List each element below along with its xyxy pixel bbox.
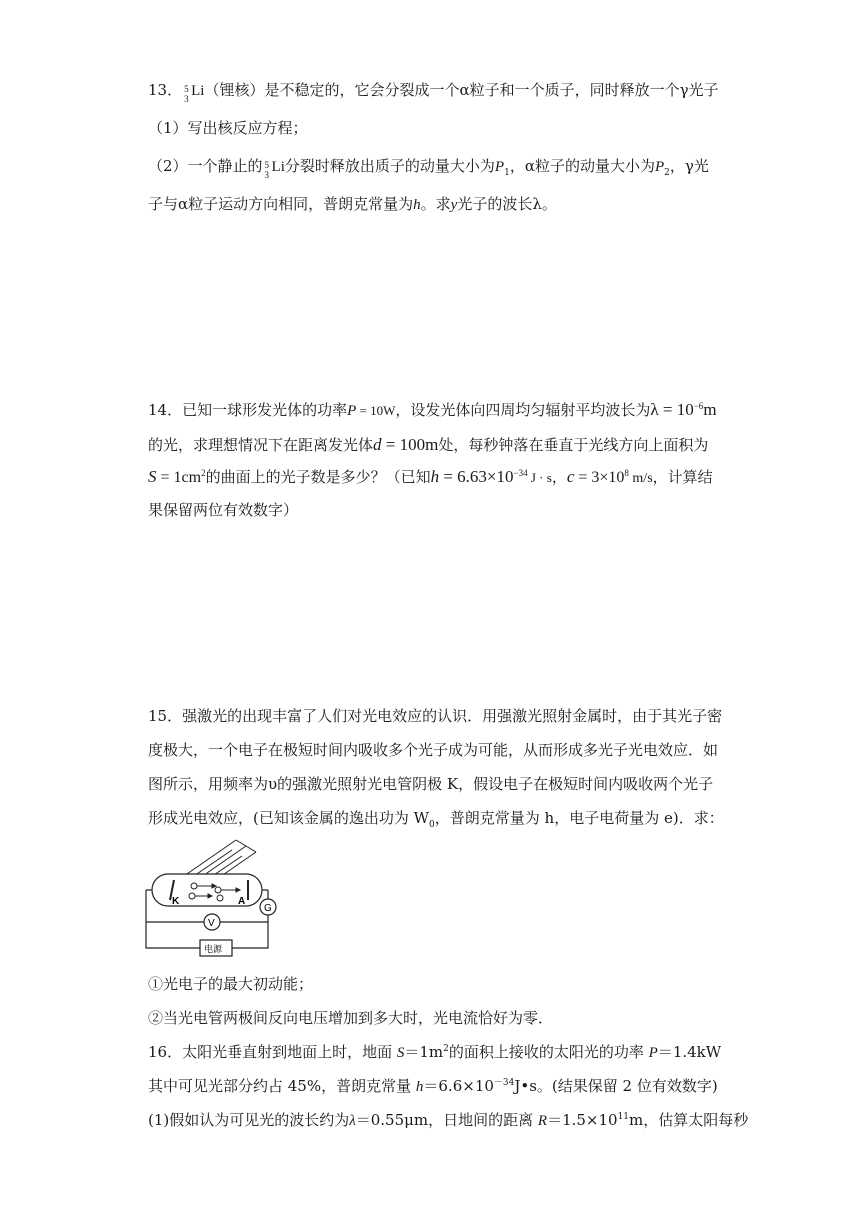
q14-text-c: 的光，求理想情况下在距离发光体: [148, 436, 374, 454]
q16-text-f: ＝6.6×10: [423, 1077, 494, 1095]
q14-text-d: 处，每秒钟落在垂直于光线方向上面积为: [438, 436, 709, 454]
c-symbol: c: [566, 467, 575, 486]
q16-text-b: ＝1m: [404, 1043, 444, 1061]
q16-text-c: 的面积上接收的太阳光的功率: [448, 1043, 649, 1061]
h-value: = 6.63×10: [439, 467, 514, 486]
q13-number: 13．: [148, 81, 183, 99]
p1-subscript: 1: [504, 168, 510, 178]
p1-symbol: P: [494, 159, 505, 175]
q16-text-g: J•s。(结果保留 2 位有效数字): [514, 1077, 718, 1095]
p2-subscript: 2: [664, 168, 670, 178]
c-exponent: 8: [624, 468, 629, 478]
q16-text-j: ＝1.5×10: [547, 1111, 618, 1129]
s-exponent: 2: [201, 468, 206, 478]
p2-symbol: P: [654, 159, 665, 175]
q16-text-e: 其中可见光部分约占 45%，普朗克常量: [148, 1077, 416, 1095]
c-value: = 3×10: [574, 469, 625, 486]
nuclide-symbol: Li: [191, 83, 205, 99]
h-unit: J · s: [527, 470, 552, 485]
q15-ask-2: ②当光电管两极间反向电压增加到多大时，光电流恰好为零．: [148, 1009, 554, 1027]
power-supply-label: 电源: [204, 944, 223, 954]
r-symbol: R: [537, 1113, 548, 1129]
p-value: = 10W: [356, 403, 396, 418]
q13-line4-text-b: 。求: [420, 195, 451, 213]
y-symbol: y: [450, 197, 458, 213]
photocell-circuit-figure: [144, 836, 278, 960]
cathode-label: K: [172, 896, 180, 907]
q14-text-e: 的曲面上的光子数是多少？（已知: [205, 468, 431, 486]
lambda-exponent: −6: [693, 401, 704, 411]
q15-line-2: 度极大，一个电子在极短时间内吸收多个光子成为可能，从而形成多光子光电效应．如: [148, 741, 719, 759]
q16-line-1: [148, 1042, 721, 1063]
q16-text-a: 16．太阳光垂直射到地面上时，地面: [148, 1043, 397, 1061]
w0-subscript: 0: [429, 820, 435, 830]
q16-text-d: ＝1.4kW: [657, 1043, 722, 1061]
nuclide-mass-number: 5: [264, 160, 270, 170]
q16-text-k: m，估算太阳每秒: [629, 1111, 749, 1129]
q14-line-1: [148, 400, 717, 421]
nuclide-atomic-number: 3: [264, 170, 270, 180]
s-symbol: S: [396, 1045, 405, 1061]
photocell-tube: [152, 874, 262, 906]
q13-line-1: [148, 80, 719, 104]
voltmeter-label: V: [208, 918, 215, 929]
lambda-unit: m: [703, 400, 717, 419]
q13-part-2: [148, 156, 709, 180]
q13-part2-text-d: ，γ光: [669, 157, 709, 175]
c-unit: m/s: [628, 471, 653, 486]
q16-text-i: ＝0.55μm，日地间的距离: [355, 1111, 538, 1129]
q16-text-h: (1)假如认为可见光的波长约为: [148, 1111, 350, 1129]
q13-line4-text-c: 光子的波长λ。: [457, 195, 557, 213]
q14-text-b: ，设发光体向四周均匀辐射平均波长为: [395, 401, 651, 419]
p-symbol: P: [648, 1045, 658, 1061]
p-symbol: P: [347, 403, 357, 419]
q13-nuclide-prescripts: [182, 80, 191, 104]
q15-line-4: [148, 808, 724, 828]
s-value: = 1cm: [156, 469, 202, 486]
q15-text-a: 形成光电效应，(已知该金属的逸出功为 W: [148, 809, 430, 827]
galvanometer-label: G: [264, 903, 272, 914]
q15-line-3: 图所示，用频率为υ的强激光照射光电管阴极 K，假设电子在极短时间内吸收两个光子: [148, 775, 714, 793]
q13-part-1: （1）写出核反应方程；: [148, 119, 308, 137]
q13-line4-text-a: 子与α粒子运动方向相同，普朗克常量为: [148, 195, 414, 213]
nuclide-symbol: Li: [271, 159, 285, 175]
q14-line-2: [148, 435, 708, 455]
anode-label: A: [238, 896, 246, 907]
h-exponent: −34: [513, 468, 528, 478]
q13-stem: （锂核）是不稳定的，它会分裂成一个α粒子和一个质子，同时释放一个γ光子: [204, 81, 719, 99]
q14-text-a: 14．已知一球形发光体的功率: [148, 401, 348, 419]
q14-comma: ，: [551, 468, 567, 486]
d-value: = 100m: [381, 435, 439, 454]
s-symbol: S: [148, 467, 157, 486]
q13-part2-text-a: （2）一个静止的: [148, 157, 263, 175]
q16-line-2: [148, 1076, 718, 1097]
h-symbol: h: [430, 467, 440, 486]
h-symbol: h: [415, 1079, 424, 1095]
q15-ask-1: ①光电子的最大初动能；: [148, 975, 314, 993]
q15-line-1: 15．强激光的出现丰富了人们对光电效应的认识．用强激光照射金属时，由于其光子密: [148, 707, 723, 725]
q13-part2-text-b: 分裂时释放出质子的动量大小为: [284, 157, 495, 175]
h-symbol: h: [413, 197, 421, 213]
nuclide-mass-number: 5: [184, 84, 189, 94]
q16-line-3: [148, 1110, 748, 1131]
lambda-symbol: λ: [349, 1113, 356, 1129]
q14-line-3: [148, 467, 713, 489]
lambda-expression: λ = 10: [650, 400, 694, 419]
d-symbol: d: [373, 435, 382, 454]
q14-line-4: 果保留两位有效数字）: [148, 501, 299, 519]
q14-text-f: ，计算结: [652, 468, 713, 486]
q13-part2-nuclide-prescripts: [263, 156, 272, 180]
h-exponent: －34: [493, 1078, 515, 1088]
q15-text-b: ，普朗克常量为 h，电子电荷量为 e)．求：: [434, 809, 724, 827]
r-exponent: 11: [617, 1112, 630, 1122]
q13-part2-text-c: ，α粒子的动量大小为: [509, 157, 655, 175]
s-exponent: 2: [443, 1044, 449, 1054]
nuclide-atomic-number: 3: [184, 94, 189, 104]
q13-part-2-cont: [148, 194, 557, 215]
